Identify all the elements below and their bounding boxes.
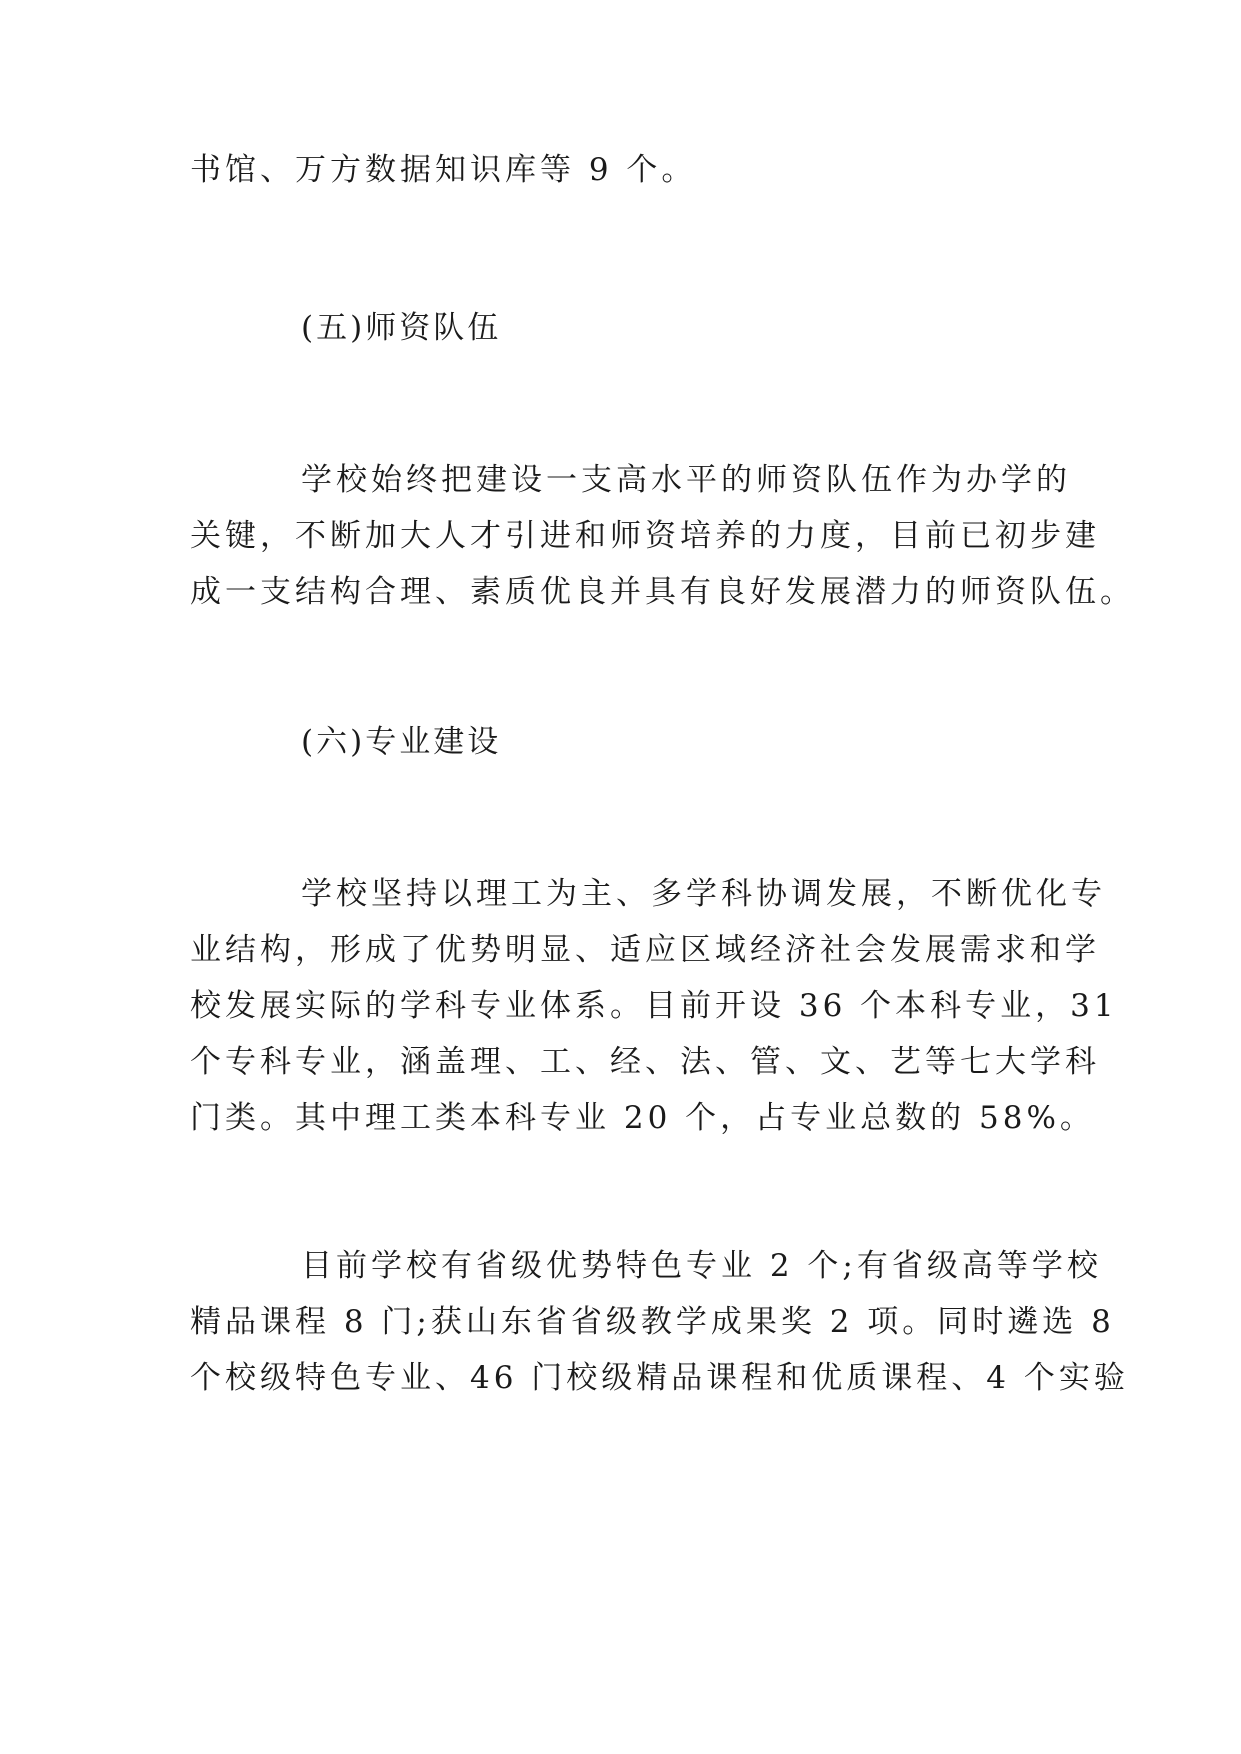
paragraph-line: 精品课程 8 门;获山东省省级教学成果奖 2 项。同时遴选 8 [190, 1304, 1115, 1340]
section-heading-5: (五)师资队伍 [301, 310, 502, 346]
paragraph-line: 书馆、万方数据知识库等 9 个。 [190, 152, 697, 188]
paragraph-line: 业结构，形成了优势明显、适应区域经济社会发展需求和学 [190, 932, 1100, 968]
paragraph-line: 个专科专业，涵盖理、工、经、法、管、文、艺等七大学科 [190, 1044, 1100, 1080]
paragraph-line: 目前学校有省级优势特色专业 2 个;有省级高等学校 [301, 1248, 1102, 1284]
paragraph-line: 门类。其中理工类本科专业 20 个，占专业总数的 58%。 [190, 1100, 1095, 1136]
paragraph-line: 关键，不断加大人才引进和师资培养的力度，目前已初步建 [190, 518, 1100, 554]
paragraph-line: 学校坚持以理工为主、多学科协调发展，不断优化专 [301, 876, 1106, 912]
section-heading-6: (六)专业建设 [301, 724, 502, 760]
paragraph-line: 校发展实际的学科专业体系。目前开设 36 个本科专业，31 [190, 988, 1118, 1024]
paragraph-line: 成一支结构合理、素质优良并具有良好发展潜力的师资队伍。 [190, 574, 1135, 610]
paragraph-line: 个校级特色专业、46 门校级精品课程和优质课程、4 个实验 [190, 1360, 1129, 1396]
paragraph-line: 学校始终把建设一支高水平的师资队伍作为办学的 [301, 462, 1071, 498]
